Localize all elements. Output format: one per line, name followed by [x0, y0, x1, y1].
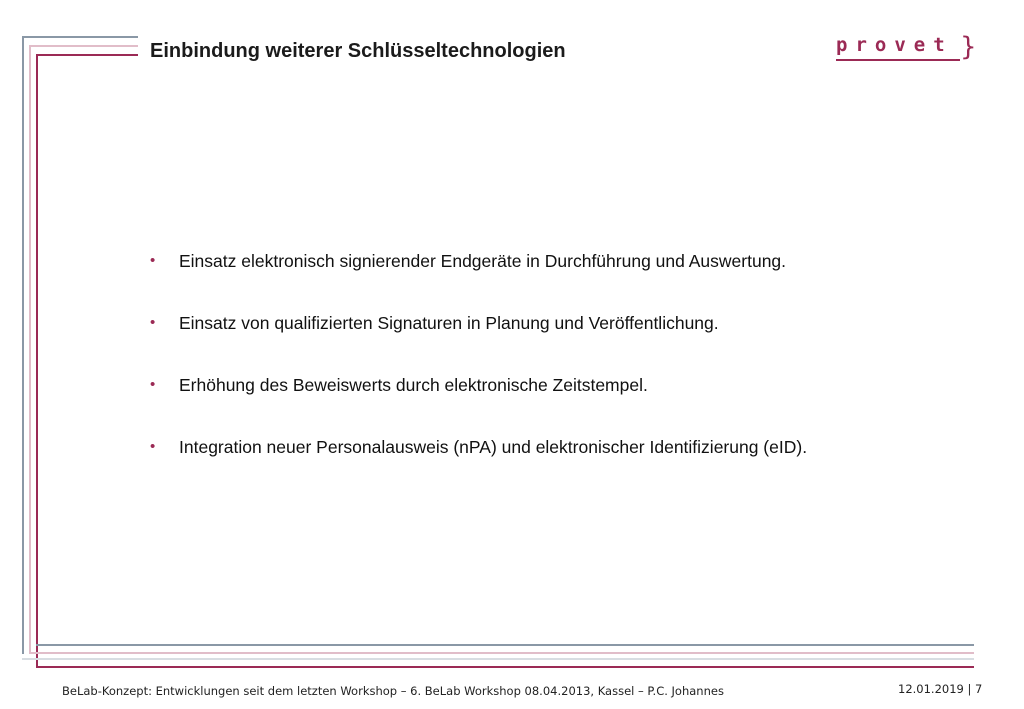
- bullet-text: Einsatz elektronisch signierender Endgeräte in Durchführung und Auswertung.: [179, 251, 787, 271]
- bullet-item: [150, 250, 970, 272]
- bottom-rule-gray: [36, 644, 974, 646]
- date-page-number: 12.01.2019 | 7: [898, 682, 983, 696]
- bullet-item: [150, 374, 970, 396]
- brace-icon: }: [960, 32, 977, 62]
- provet-logo: [836, 34, 976, 66]
- bullet-text: Integration neuer Personalausweis (nPA) und elektronischer Identifizierung (eID).: [179, 437, 808, 457]
- logo-underline: [836, 59, 960, 61]
- bullet-dot-icon: •: [150, 252, 156, 269]
- bullet-list: [150, 250, 970, 498]
- bottom-rule-accent: [36, 666, 974, 668]
- bullet-dot-icon: •: [150, 314, 156, 331]
- footer-text: BeLab-Konzept: Entwicklungen seit dem letzten Workshop – 6. BeLab Workshop 08.04.2013, Kassel – P.C. Johannes: [62, 684, 724, 698]
- slide-title: Einbindung weiterer Schlüsseltechnologien: [150, 40, 566, 62]
- bullet-item: [150, 436, 970, 458]
- frame-line-accent: [36, 54, 138, 668]
- bullet-dot-icon: •: [150, 376, 156, 393]
- bullet-text: Erhöhung des Beweiswerts durch elektronische Zeitstempel.: [179, 375, 648, 395]
- bullet-dot-icon: •: [150, 438, 156, 455]
- bottom-rule-light: [22, 658, 974, 660]
- bullet-text: Einsatz von qualifizierten Signaturen in Planung und Veröffentlichung.: [179, 313, 719, 333]
- logo-text: provet: [836, 34, 953, 56]
- bullet-item: [150, 312, 970, 334]
- bottom-rule-pink: [29, 652, 974, 654]
